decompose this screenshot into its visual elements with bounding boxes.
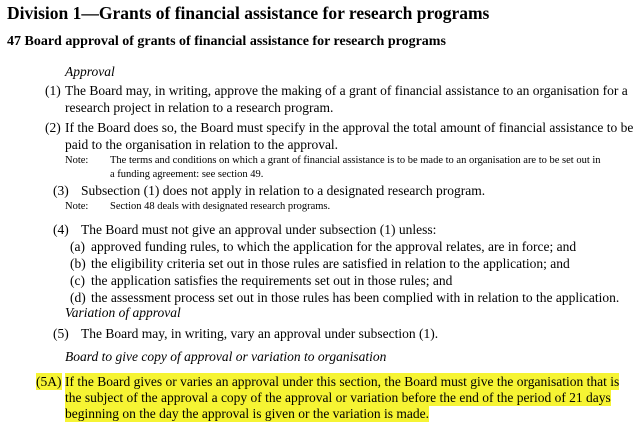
paragraph-2-line-1: If the Board does so, the Board must specify in the approval the total amount of financial assistance to be <box>65 120 633 135</box>
subheading-variation: Variation of approval <box>65 305 181 320</box>
paragraph-5a-number: (5A) <box>36 374 62 389</box>
paragraph-4-number: (4) <box>53 222 69 237</box>
paragraph-3-text: Subsection (1) does not apply in relation to a designated research program. <box>81 183 486 198</box>
paragraph-4a-number: (a) <box>70 239 85 254</box>
paragraph-3-number: (3) <box>53 183 69 198</box>
paragraph-5a-line-3: beginning on the day the approval is given or the variation is made. <box>65 406 430 421</box>
paragraph-5a-line-1: If the Board gives or varies an approval under this section, the Board must give the organisation that is <box>65 374 620 389</box>
section-heading: 47 Board approval of grants of financial assistance for research programs <box>7 34 446 49</box>
note-1-line-1: The terms and conditions on which a grant of financial assistance is to be made to an organisation are to be set out in <box>110 155 601 166</box>
note-2-label: Note: <box>65 201 89 212</box>
paragraph-4c-number: (c) <box>70 273 85 288</box>
paragraph-5a-line-2: the subject of the approval a copy of the approval or variation before the end of the period of 21 days <box>65 390 611 405</box>
note-2-text: Section 48 deals with designated research programs. <box>110 201 331 212</box>
paragraph-4d-text: the assessment process set out in those rules has been complied with in relation to the application. <box>91 290 620 305</box>
paragraph-4-text: The Board must not give an approval under subsection (1) unless: <box>81 222 437 237</box>
paragraph-2-number: (2) <box>45 120 61 135</box>
note-1-line-2: a funding agreement: see section 49. <box>110 169 264 180</box>
paragraph-4d-number: (d) <box>70 290 86 305</box>
subheading-approval: Approval <box>65 64 115 79</box>
paragraph-1-number: (1) <box>45 83 61 98</box>
paragraph-5-text: The Board may, in writing, vary an approval under subsection (1). <box>81 326 439 341</box>
paragraph-1-line-1: The Board may, in writing, approve the making of a grant of financial assistance to an organisation for a <box>65 83 628 98</box>
paragraph-4a-text: approved funding rules, to which the application for the approval relates, are in force; and <box>91 239 577 254</box>
paragraph-1-line-2: research project in relation to a research program. <box>65 100 334 115</box>
subheading-copy: Board to give copy of approval or variation to organisation <box>65 349 387 364</box>
paragraph-4c-text: the application satisfies the requirements set out in those rules; and <box>91 273 453 288</box>
paragraph-2-line-2: paid to the organisation in relation to the approval. <box>65 137 339 152</box>
paragraph-4b-number: (b) <box>70 256 86 271</box>
note-1-label: Note: <box>65 155 89 166</box>
paragraph-5-number: (5) <box>53 326 69 341</box>
division-heading: Division 1—Grants of financial assistance for research programs <box>7 3 490 23</box>
paragraph-4b-text: the eligibility criteria set out in those rules are satisfied in relation to the application; and <box>91 256 570 271</box>
